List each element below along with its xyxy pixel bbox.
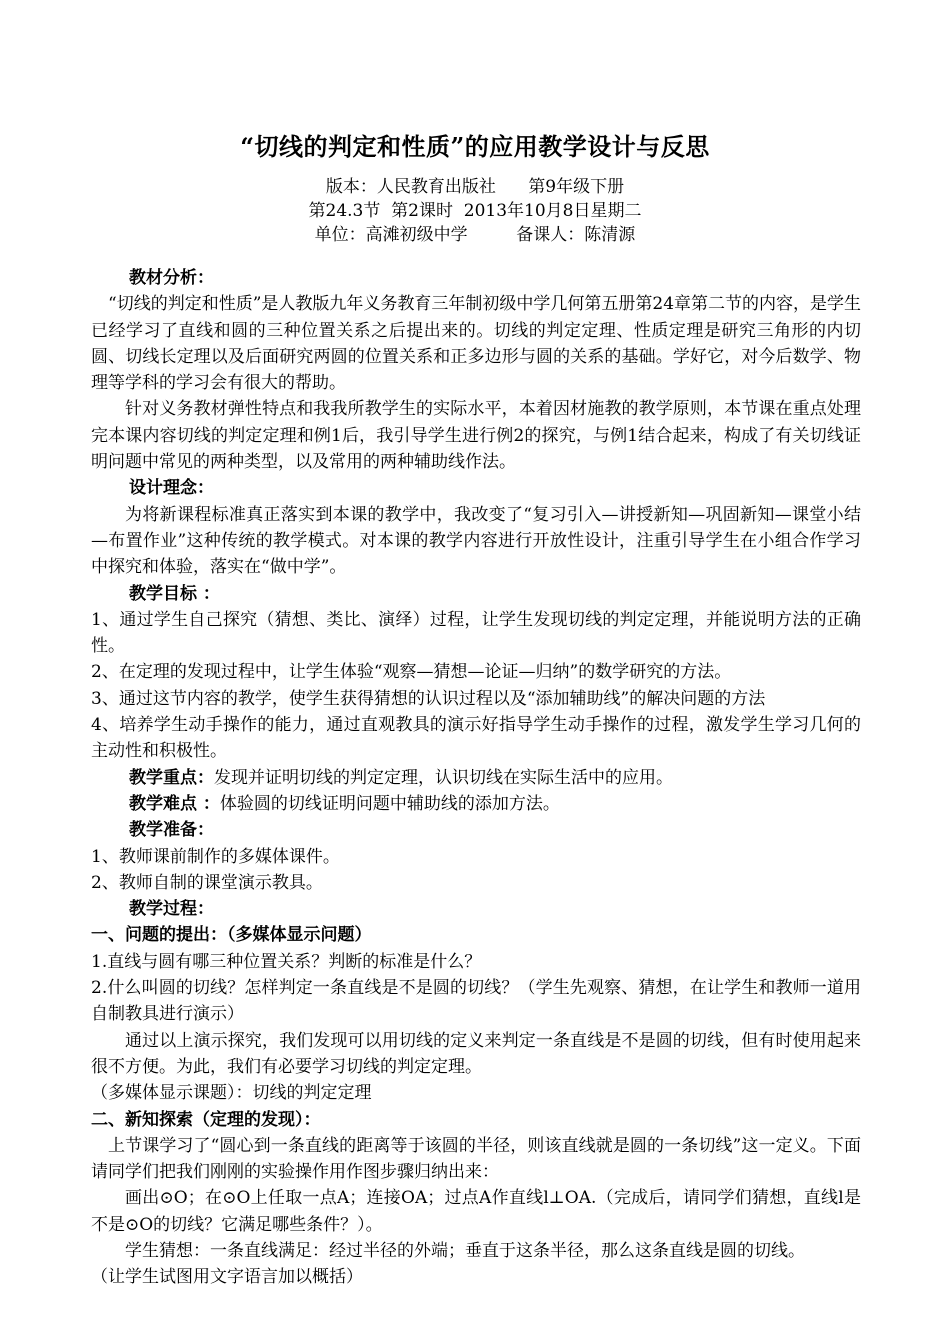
part2-paragraph-1: 上节课学习了“圆心到一条直线的距离等于该圆的半径，则该直线就是圆的一条切线”这一定义。下面请同学们把我们刚刚的实验操作用作图步骤归纳出来： (91, 1135, 861, 1183)
difficulty-label: 教学难点 ： (129, 793, 220, 814)
part1-question-1: 1.直线与圆有哪三种位置关系？判断的标准是什么？ (91, 951, 482, 972)
document-body (91, 265, 861, 1291)
meta-author: 单位：高滩初级中学 备课人：陈清源 (314, 225, 636, 245)
part2-heading: 二、新知探索（定理的发现）： (91, 1109, 321, 1130)
goal-item-4: 4、培养学生动手操作的能力，通过直观教具的演示好指导学生动手操作的过程，激发学生学习几何的主动性和积极性。 (91, 715, 861, 762)
part2-paragraph-3: 学生猜想：一条直线满足：经过半径的外端；垂直于这条半径，那么这条直线是圆的切线。 (125, 1240, 805, 1261)
goals-heading: 教学目标 ： (129, 583, 220, 604)
difficulty-text: 体验圆的切线证明问题中辅助线的添加方法。 (219, 793, 560, 814)
goal-item-2: 2、在定理的发现过程中，让学生体验“观察—猜想—论证—归纳”的数学研究的方法。 (91, 662, 732, 683)
part1-question-2: 2.什么叫圆的切线？怎样判定一条直线是不是圆的切线？（学生先观察、猜想，在让学生和教师一道用自制教具进行演示） (91, 978, 861, 1025)
part1-topic: （多媒体显示课题）：切线的判定定理 (91, 1083, 372, 1104)
document-title: “切线的判定和性质”的应用教学设计与反思 (240, 132, 710, 161)
meta-edition: 版本：人民教育出版社 第9年级下册 (325, 177, 625, 197)
key-point (91, 765, 861, 791)
concept-paragraph: 为将新课程标准真正落实到本课的教学中，我改变了“复习引入—讲授新知—巩固新知—课堂小结—布置作业”这种传统的教学模式。对本课的教学内容进行开放性设计，注重引导学生在小组合作学习中探究和体验，落实在“做中学”。 (91, 504, 861, 578)
goal-item-1: 1、通过学生自己探究（猜想、类比、演绎）过程，让学生发现切线的判定定理，并能说明方法的正确性。 (91, 609, 861, 657)
part2-paragraph-2: 画出⊙O；在⊙O上任取一点A；连接OA；过点A作直线l⊥OA.（完成后，请同学们猜想，直线l是不是⊙O的切线？它满足哪些条件？）。 (91, 1188, 861, 1235)
part1-paragraph: 通过以上演示探究，我们发现可以用切线的定义来判定一条直线是不是圆的切线，但有时使用起来很不方便。为此，我们有必要学习切线的判定定理。 (91, 1030, 861, 1077)
prep-heading: 教学准备： (129, 820, 214, 841)
prep-item-1: 1、教师课前制作的多媒体课件。 (91, 846, 340, 867)
key-point-label: 教学重点： (129, 767, 214, 788)
analysis-paragraph-2: 针对义务教材弹性特点和我我所教学生的实际水平，本着因材施教的教学原则，本节课在重点处理完本课内容切线的判定定理和例1后，我引导学生进行例2的探究，与例1结合起来，构成了有关切线证明问题中常见的两种类型，以及常用的两种辅助线作法。 (91, 399, 861, 473)
part2-paragraph-4: （让学生试图用文字语言加以概括） (91, 1267, 363, 1288)
difficulty-point (91, 791, 861, 817)
meta-lesson: 第24.3节 第2课时 2013年10月8日星期二 (308, 201, 642, 221)
prep-item-2: 2、教师自制的课堂演示教具。 (91, 872, 323, 893)
analysis-heading: 教材分析： (129, 268, 214, 288)
concept-heading: 设计理念： (129, 478, 214, 499)
key-point-text: 发现并证明切线的判定定理，认识切线在实际生活中的应用。 (214, 767, 673, 788)
process-heading: 教学过程： (129, 899, 214, 920)
analysis-paragraph-1: “切线的判定和性质”是人教版九年义务教育三年制初级中学几何第五册第24章第二节的内容，是学生已经学习了直线和圆的三种位置关系之后提出来的。切线的判定定理、性质定理是研究三角形的内切圆、切线长定理以及后面研究两圆的位置关系和正多边形与圆的关系的基础。学好它，对今后数学、物理等学科的学习会有很大的帮助。 (91, 294, 862, 394)
goal-item-3: 3、通过这节内容的教学，使学生获得猜想的认识过程以及“添加辅助线”的解决问题的方法 (91, 688, 766, 709)
part1-heading: 一、问题的提出：（多媒体显示问题） (91, 925, 372, 946)
